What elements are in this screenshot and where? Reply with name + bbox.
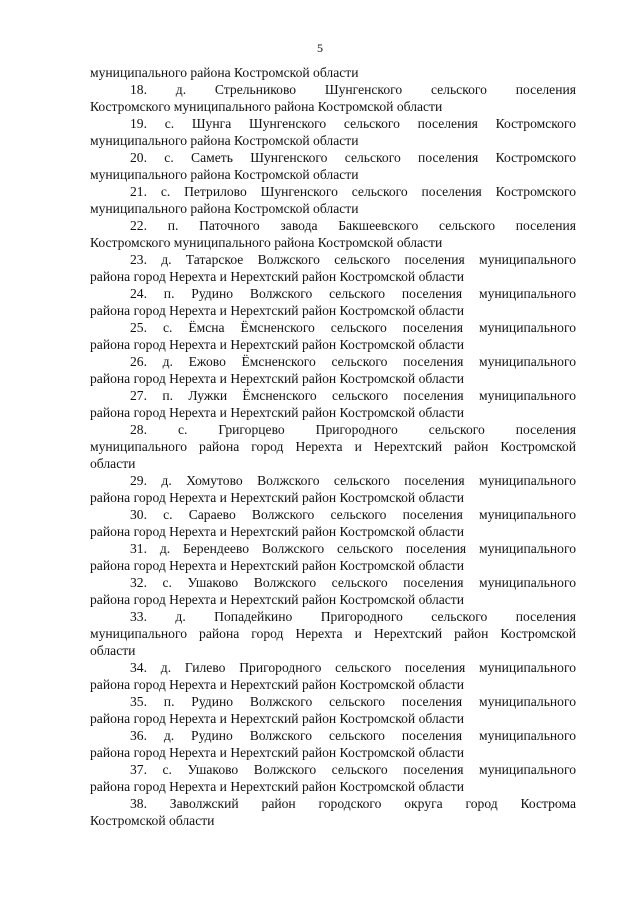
text-line: области — [90, 643, 136, 658]
text-line: 27. п. Лужки Ёмсненского сельского поселения муниципального — [130, 388, 576, 403]
text-line: 34. д. Гилево Пригородного сельского поселения муниципального — [130, 660, 576, 675]
text-line: района город Нерехта и Нерехтский район Костромской области — [90, 405, 465, 420]
text-line: 25. с. Ёмсна Ёмсненского сельского поселения муниципального — [130, 320, 576, 335]
text-line: 19. с. Шунга Шунгенского сельского поселения Костромского — [130, 116, 576, 131]
text-line: области — [90, 456, 136, 471]
text-line: района город Нерехта и Нерехтский район Костромской области — [90, 745, 465, 760]
text-line: муниципального района Костромской области — [90, 167, 359, 182]
text-line: района город Нерехта и Нерехтский район Костромской области — [90, 592, 465, 607]
text-line: 20. с. Саметь Шунгенского сельского поселения Костромского — [130, 150, 576, 165]
text-line: района город Нерехта и Нерехтский район Костромской области — [90, 337, 465, 352]
text-line: района город Нерехта и Нерехтский район Костромской области — [90, 711, 465, 726]
text-line: муниципального района город Нерехта и Нерехтский район Костромской — [90, 439, 576, 454]
document-body — [90, 64, 576, 829]
text-line: района город Нерехта и Нерехтский район Костромской области — [90, 490, 465, 505]
text-line: района город Нерехта и Нерехтский район Костромской области — [90, 269, 465, 284]
text-line: 33. д. Попадейкино Пригородного сельского поселения — [130, 609, 576, 624]
text-line: района город Нерехта и Нерехтский район Костромской области — [90, 677, 465, 692]
text-line: района город Нерехта и Нерехтский район Костромской области — [90, 524, 465, 539]
text-line: района город Нерехта и Нерехтский район Костромской области — [90, 303, 465, 318]
text-line: муниципального района Костромской области — [90, 65, 359, 80]
text-line: 37. с. Ушаково Волжского сельского поселения муниципального — [130, 762, 576, 777]
text-line: Костромского муниципального района Костромской области — [90, 235, 443, 250]
text-line: района город Нерехта и Нерехтский район Костромской области — [90, 371, 465, 386]
text-line: 21. с. Петрилово Шунгенского сельского поселения Костромского — [130, 184, 576, 199]
text-line: муниципального района Костромской области — [90, 133, 359, 148]
text-line: 31. д. Берендеево Волжского сельского поселения муниципального — [130, 541, 576, 556]
text-line: 30. с. Сараево Волжского сельского поселения муниципального — [130, 507, 576, 522]
text-line: 26. д. Ежово Ёмсненского сельского поселения муниципального — [130, 354, 576, 369]
text-line: 18. д. Стрельниково Шунгенского сельского поселения — [130, 82, 576, 97]
page-number: 5 — [317, 41, 323, 55]
text-line: 24. п. Рудино Волжского сельского поселения муниципального — [130, 286, 576, 301]
text-line: 35. п. Рудино Волжского сельского поселения муниципального — [130, 694, 576, 709]
text-line: 32. с. Ушаково Волжского сельского поселения муниципального — [130, 575, 576, 590]
text-line: 36. д. Рудино Волжского сельского поселения муниципального — [130, 728, 576, 743]
text-line: муниципального района город Нерехта и Нерехтский район Костромской — [90, 626, 576, 641]
text-line: района город Нерехта и Нерехтский район Костромской области — [90, 779, 465, 794]
text-line: Костромской области — [90, 813, 215, 828]
text-line: муниципального района Костромской области — [90, 201, 359, 216]
text-line: района город Нерехта и Нерехтский район Костромской области — [90, 558, 465, 573]
text-line: 28. с. Григорцево Пригородного сельского поселения — [130, 422, 576, 437]
text-line: 22. п. Паточного завода Бакшеевского сельского поселения — [130, 218, 576, 233]
text-line: 29. д. Хомутово Волжского сельского поселения муниципального — [130, 473, 576, 488]
text-line: 38. Заволжский район городского округа город Кострома — [130, 796, 576, 811]
text-line: Костромского муниципального района Костромской области — [90, 99, 443, 114]
text-line: 23. д. Татарское Волжского сельского поселения муниципального — [130, 252, 576, 267]
